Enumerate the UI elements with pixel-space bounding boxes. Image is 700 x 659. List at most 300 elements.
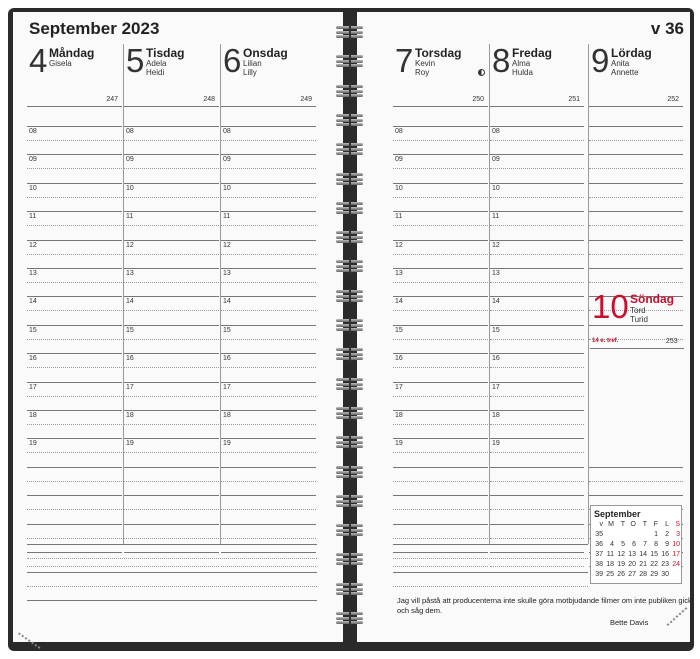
hour-label: 14 xyxy=(492,298,500,306)
hour-line xyxy=(490,268,584,269)
hour-line xyxy=(124,495,219,496)
half-hour-line xyxy=(27,140,122,141)
half-hour-line xyxy=(27,509,122,510)
mini-calendar-cell[interactable]: 29 xyxy=(650,571,658,578)
half-hour-line xyxy=(589,282,683,283)
hour-line xyxy=(393,467,488,468)
mini-calendar-week xyxy=(593,561,681,570)
hour-label: 11 xyxy=(126,213,134,221)
hour-line xyxy=(27,467,122,468)
day-of-year: 249 xyxy=(300,96,312,103)
half-hour-line xyxy=(393,168,488,169)
day-column xyxy=(27,44,122,544)
hour-line xyxy=(393,325,488,326)
notes-line[interactable] xyxy=(27,600,317,601)
spiral-ring xyxy=(336,173,363,185)
hour-line xyxy=(27,211,122,212)
mini-calendar-cell[interactable]: 23 xyxy=(661,561,669,568)
day-column xyxy=(489,44,584,544)
spiral-ring xyxy=(336,55,363,67)
hour-label: 16 xyxy=(395,355,403,363)
hour-line xyxy=(27,382,122,383)
mini-calendar-cell: L xyxy=(665,521,669,528)
hour-line xyxy=(393,126,488,127)
hour-label: 15 xyxy=(29,326,37,334)
hour-line xyxy=(124,183,219,184)
mini-calendar-cell[interactable]: 2 xyxy=(665,531,669,538)
hour-label: 08 xyxy=(492,128,500,135)
mini-calendar-cell[interactable]: 9 xyxy=(665,541,669,548)
mini-calendar-cell: T xyxy=(642,521,647,528)
hour-label: 08 xyxy=(126,128,134,135)
day-number: 8 xyxy=(492,42,511,79)
name-day: Annette xyxy=(611,68,639,77)
mini-calendar-title: September xyxy=(594,509,641,519)
hour-line xyxy=(393,268,488,269)
mini-calendar-week xyxy=(593,551,681,560)
half-hour-line xyxy=(393,282,488,283)
day-number: 6 xyxy=(223,42,242,79)
hour-line xyxy=(490,325,584,326)
half-hour-line xyxy=(490,396,584,397)
mini-calendar-cell[interactable]: 26 xyxy=(617,571,625,578)
name-day: Roy xyxy=(415,68,430,77)
name-day: Hulda xyxy=(512,68,533,77)
hour-label: 14 xyxy=(29,298,37,306)
mini-calendar-cell[interactable]: 14 xyxy=(639,551,647,558)
hour-line xyxy=(27,154,122,155)
spiral-ring xyxy=(336,290,363,302)
hour-line xyxy=(27,524,122,525)
hour-line xyxy=(124,438,219,439)
hour-label: 13 xyxy=(492,270,500,277)
hour-line xyxy=(393,438,488,439)
hour-line xyxy=(27,353,122,354)
hour-line xyxy=(393,410,488,411)
half-hour-line xyxy=(124,509,219,510)
mini-calendar-cell: T xyxy=(620,521,625,528)
mini-calendar-cell: 36 xyxy=(595,541,603,548)
mini-calendar-cell[interactable]: 7 xyxy=(643,541,647,548)
day-name: Måndag xyxy=(49,46,95,60)
hour-label: 14 xyxy=(395,298,403,306)
mini-calendar-cell[interactable]: 20 xyxy=(628,561,636,568)
hour-label: 09 xyxy=(223,156,231,164)
mini-calendar-week xyxy=(593,571,681,580)
hour-line xyxy=(124,524,219,525)
half-hour-line xyxy=(589,481,683,482)
name-day: Alma xyxy=(512,59,531,68)
name-day: Heidi xyxy=(146,68,165,77)
notes-line[interactable] xyxy=(27,544,317,545)
hour-label: 12 xyxy=(395,241,403,249)
hour-label: 14 xyxy=(223,298,231,306)
hour-line xyxy=(124,296,219,297)
mini-calendar-cell: S xyxy=(675,521,680,528)
mini-calendar-cell: v xyxy=(599,521,603,528)
hour-line xyxy=(221,154,316,155)
hour-line xyxy=(27,410,122,411)
mini-calendar-cell[interactable]: 21 xyxy=(639,561,647,568)
half-hour-line xyxy=(393,225,488,226)
notes-line[interactable] xyxy=(393,558,588,559)
mini-calendar-cell[interactable]: 25 xyxy=(606,571,614,578)
hour-line xyxy=(27,495,122,496)
spiral-ring xyxy=(336,26,363,38)
mini-calendar-cell[interactable]: 27 xyxy=(628,571,636,578)
hour-line xyxy=(589,240,683,241)
hour-label: 17 xyxy=(395,383,403,391)
hour-label: 15 xyxy=(395,326,403,334)
hour-line xyxy=(393,552,488,553)
hour-label: 13 xyxy=(29,270,37,277)
half-hour-line xyxy=(589,168,683,169)
mini-calendar-week xyxy=(593,531,681,540)
day-name: Lördag xyxy=(611,46,652,60)
hour-label: 12 xyxy=(492,241,500,249)
half-hour-line xyxy=(490,282,584,283)
half-hour-line xyxy=(27,339,122,340)
half-hour-line xyxy=(27,367,122,368)
half-hour-line xyxy=(490,481,584,482)
half-hour-line xyxy=(124,282,219,283)
mini-calendar-cell[interactable]: 1 xyxy=(654,531,658,538)
half-hour-line xyxy=(393,339,488,340)
spiral-ring xyxy=(336,348,363,360)
hour-line xyxy=(393,154,488,155)
mini-calendar-cell[interactable]: 11 xyxy=(606,551,614,558)
half-hour-line xyxy=(393,197,488,198)
hour-label: 12 xyxy=(223,241,231,249)
moon-phase-icon xyxy=(478,69,485,76)
half-hour-line xyxy=(124,310,219,311)
mini-calendar-cell[interactable]: 8 xyxy=(654,541,658,548)
hour-line xyxy=(27,183,122,184)
hour-label: 10 xyxy=(492,184,500,192)
spiral-ring xyxy=(336,378,363,390)
half-hour-line xyxy=(124,339,219,340)
half-hour-line xyxy=(27,310,122,311)
spiral-ring xyxy=(336,114,363,126)
spiral-ring xyxy=(336,524,363,536)
mini-calendar-cell[interactable]: 4 xyxy=(610,541,614,548)
hour-line xyxy=(124,240,219,241)
mini-calendar-cell[interactable]: 19 xyxy=(617,561,625,568)
hour-label: 09 xyxy=(395,156,403,164)
half-hour-line xyxy=(393,424,488,425)
sunday-number: 10 xyxy=(592,288,629,325)
half-hour-line xyxy=(393,310,488,311)
half-hour-line xyxy=(490,424,584,425)
half-hour-line xyxy=(589,140,683,141)
hour-line xyxy=(393,296,488,297)
hour-label: 16 xyxy=(126,355,134,363)
mini-calendar-cell[interactable]: 12 xyxy=(617,551,625,558)
half-hour-line xyxy=(490,140,584,141)
half-hour-line xyxy=(393,367,488,368)
sunday-name: Söndag xyxy=(630,292,674,306)
mini-calendar-cell: 37 xyxy=(595,551,603,558)
hour-line xyxy=(221,495,316,496)
spiral-ring xyxy=(336,202,363,214)
half-hour-line xyxy=(490,509,584,510)
half-hour-line xyxy=(27,225,122,226)
mini-calendar-cell[interactable]: 3 xyxy=(676,531,680,538)
hour-label: 18 xyxy=(223,412,231,419)
half-hour-line xyxy=(27,282,122,283)
hour-line xyxy=(221,410,316,411)
half-hour-line xyxy=(393,566,488,567)
hour-line xyxy=(221,325,316,326)
hour-line xyxy=(393,211,488,212)
day-of-year: 252 xyxy=(667,96,679,103)
hour-label: 10 xyxy=(395,184,403,192)
mini-calendar-cell[interactable]: 18 xyxy=(606,561,614,568)
notes-line[interactable] xyxy=(27,558,317,559)
hour-line xyxy=(490,353,584,354)
mini-calendar-week xyxy=(593,541,681,550)
spiral-ring xyxy=(336,260,363,272)
hour-line xyxy=(393,183,488,184)
mini-calendar-header xyxy=(593,521,681,530)
half-hour-line xyxy=(221,254,316,255)
hour-line xyxy=(589,183,683,184)
hour-label: 17 xyxy=(29,383,37,391)
half-hour-line xyxy=(124,197,219,198)
half-hour-line xyxy=(589,197,683,198)
hour-line xyxy=(393,240,488,241)
notes-line[interactable] xyxy=(393,572,588,573)
hour-line xyxy=(124,268,219,269)
name-day: Lilly xyxy=(243,68,257,77)
hour-line xyxy=(221,268,316,269)
half-hour-line xyxy=(27,481,122,482)
half-hour-line xyxy=(393,538,488,539)
day-of-year: 253 xyxy=(666,338,678,345)
half-hour-line xyxy=(221,509,316,510)
hour-line xyxy=(124,467,219,468)
mini-calendar-cell[interactable]: 13 xyxy=(628,551,636,558)
mini-calendar-cell[interactable]: 16 xyxy=(661,551,669,558)
spiral-ring xyxy=(336,407,363,419)
hour-line xyxy=(221,126,316,127)
half-hour-line xyxy=(27,168,122,169)
hour-label: 17 xyxy=(492,383,500,391)
hour-label: 11 xyxy=(492,213,500,221)
name-day: Turid xyxy=(630,315,648,324)
hour-label: 15 xyxy=(223,326,231,334)
hour-line xyxy=(221,438,316,439)
notes-line[interactable] xyxy=(27,586,317,587)
half-hour-line xyxy=(589,225,683,226)
half-hour-line xyxy=(490,254,584,255)
hour-line xyxy=(490,296,584,297)
hour-line xyxy=(124,382,219,383)
half-hour-line xyxy=(221,452,316,453)
name-day: Tord xyxy=(630,306,646,315)
hour-line xyxy=(393,382,488,383)
half-hour-line xyxy=(221,538,316,539)
half-hour-line xyxy=(490,538,584,539)
half-hour-line xyxy=(27,396,122,397)
day-header-rule xyxy=(124,106,219,107)
half-hour-line xyxy=(589,254,683,255)
hour-line xyxy=(589,154,683,155)
mini-calendar-cell[interactable]: 17 xyxy=(672,551,680,558)
day-header-rule xyxy=(589,106,683,107)
church-calendar-note: 14 e. tref. xyxy=(592,338,619,344)
hour-line xyxy=(27,296,122,297)
hour-line xyxy=(490,495,584,496)
half-hour-line xyxy=(124,424,219,425)
hour-label: 09 xyxy=(126,156,134,164)
day-name: Torsdag xyxy=(415,46,462,60)
hour-line xyxy=(221,296,316,297)
hour-label: 13 xyxy=(223,270,231,277)
half-hour-line xyxy=(221,168,316,169)
mini-calendar-cell[interactable]: 5 xyxy=(621,541,625,548)
hour-line xyxy=(490,126,584,127)
mini-calendar-cell[interactable]: 6 xyxy=(632,541,636,548)
hour-line xyxy=(27,438,122,439)
hour-line xyxy=(490,382,584,383)
hour-label: 16 xyxy=(492,355,500,363)
hour-line xyxy=(221,552,316,553)
hour-line xyxy=(490,524,584,525)
spiral-ring xyxy=(336,553,363,565)
day-of-year: 250 xyxy=(472,96,484,103)
half-hour-line xyxy=(393,481,488,482)
half-hour-line xyxy=(124,225,219,226)
half-hour-line xyxy=(490,225,584,226)
half-hour-line xyxy=(27,538,122,539)
hour-line xyxy=(124,353,219,354)
half-hour-line xyxy=(27,424,122,425)
hour-label: 19 xyxy=(395,440,403,448)
hour-line xyxy=(589,126,683,127)
mini-calendar-cell[interactable]: 15 xyxy=(650,551,658,558)
hour-label: 13 xyxy=(395,270,403,277)
half-hour-line xyxy=(490,168,584,169)
hour-label: 19 xyxy=(492,440,500,448)
name-day: Gisela xyxy=(49,59,72,68)
hour-label: 18 xyxy=(126,412,134,419)
half-hour-line xyxy=(490,197,584,198)
half-hour-line xyxy=(221,197,316,198)
hour-line xyxy=(221,240,316,241)
spiral-ring xyxy=(336,612,363,624)
hour-line xyxy=(124,325,219,326)
mini-calendar-cell[interactable]: 10 xyxy=(672,541,680,548)
hour-line xyxy=(27,325,122,326)
hour-line xyxy=(221,467,316,468)
quote-text: Jag vill påstå att producenterna inte skulle göra motbjudande filmer om inte publiken gick och såg dem. xyxy=(397,596,692,615)
day-number: 4 xyxy=(29,42,48,79)
mini-calendar-cell[interactable]: 22 xyxy=(650,561,658,568)
half-hour-line xyxy=(221,481,316,482)
mini-calendar-cell: F xyxy=(653,521,658,528)
hour-line xyxy=(221,382,316,383)
day-header-rule xyxy=(221,106,316,107)
hour-label: 13 xyxy=(126,270,134,277)
hour-line xyxy=(124,126,219,127)
hour-line xyxy=(124,410,219,411)
hour-line xyxy=(490,438,584,439)
mini-calendar-cell[interactable]: 28 xyxy=(639,571,647,578)
hour-label: 19 xyxy=(223,440,231,448)
hour-label: 18 xyxy=(29,412,37,419)
hour-label: 11 xyxy=(223,213,231,221)
half-hour-line xyxy=(490,566,584,567)
hour-line xyxy=(490,154,584,155)
day-number: 5 xyxy=(126,42,145,79)
spiral-ring xyxy=(336,436,363,448)
hour-label: 08 xyxy=(223,128,231,135)
notes-line[interactable] xyxy=(393,586,588,587)
day-header-rule xyxy=(393,106,488,107)
day-of-year: 251 xyxy=(568,96,580,103)
hour-label: 11 xyxy=(29,213,37,221)
hour-line xyxy=(27,126,122,127)
hour-line xyxy=(490,240,584,241)
hour-label: 11 xyxy=(395,213,403,221)
hour-line xyxy=(27,240,122,241)
half-hour-line xyxy=(124,538,219,539)
half-hour-line xyxy=(393,509,488,510)
day-header-rule xyxy=(490,106,584,107)
month-title: September 2023 xyxy=(29,19,160,38)
half-hour-line xyxy=(490,310,584,311)
mini-calendar-cell[interactable]: 24 xyxy=(672,561,680,568)
half-hour-line xyxy=(124,168,219,169)
hour-line xyxy=(221,183,316,184)
hour-label: 10 xyxy=(223,184,231,192)
hour-label: 08 xyxy=(395,128,403,135)
half-hour-line xyxy=(124,452,219,453)
mini-calendar-cell: O xyxy=(630,521,636,528)
half-hour-line xyxy=(221,225,316,226)
half-hour-line xyxy=(393,396,488,397)
hour-line xyxy=(490,467,584,468)
half-hour-line xyxy=(27,254,122,255)
half-hour-line xyxy=(221,424,316,425)
notes-line[interactable] xyxy=(393,544,588,545)
hour-label: 18 xyxy=(492,412,500,419)
name-day: Kevin xyxy=(415,59,436,68)
hour-line xyxy=(393,524,488,525)
spiral-ring xyxy=(336,583,363,595)
half-hour-line xyxy=(490,452,584,453)
half-hour-line xyxy=(221,282,316,283)
day-number: 9 xyxy=(591,42,610,79)
half-hour-line xyxy=(27,566,122,567)
mini-calendar-cell[interactable]: 30 xyxy=(661,571,669,578)
mini-calendar-cell: M xyxy=(608,521,614,528)
hour-label: 17 xyxy=(126,383,134,391)
name-day: Lilian xyxy=(243,59,262,68)
half-hour-line xyxy=(490,367,584,368)
sunday-rule xyxy=(590,348,684,349)
notes-line[interactable] xyxy=(27,572,317,573)
hour-line xyxy=(124,154,219,155)
half-hour-line xyxy=(393,254,488,255)
half-hour-line xyxy=(27,197,122,198)
hour-line xyxy=(221,211,316,212)
hour-label: 12 xyxy=(126,241,134,249)
half-hour-line xyxy=(27,452,122,453)
spiral-binding xyxy=(333,14,366,644)
half-hour-line xyxy=(490,339,584,340)
